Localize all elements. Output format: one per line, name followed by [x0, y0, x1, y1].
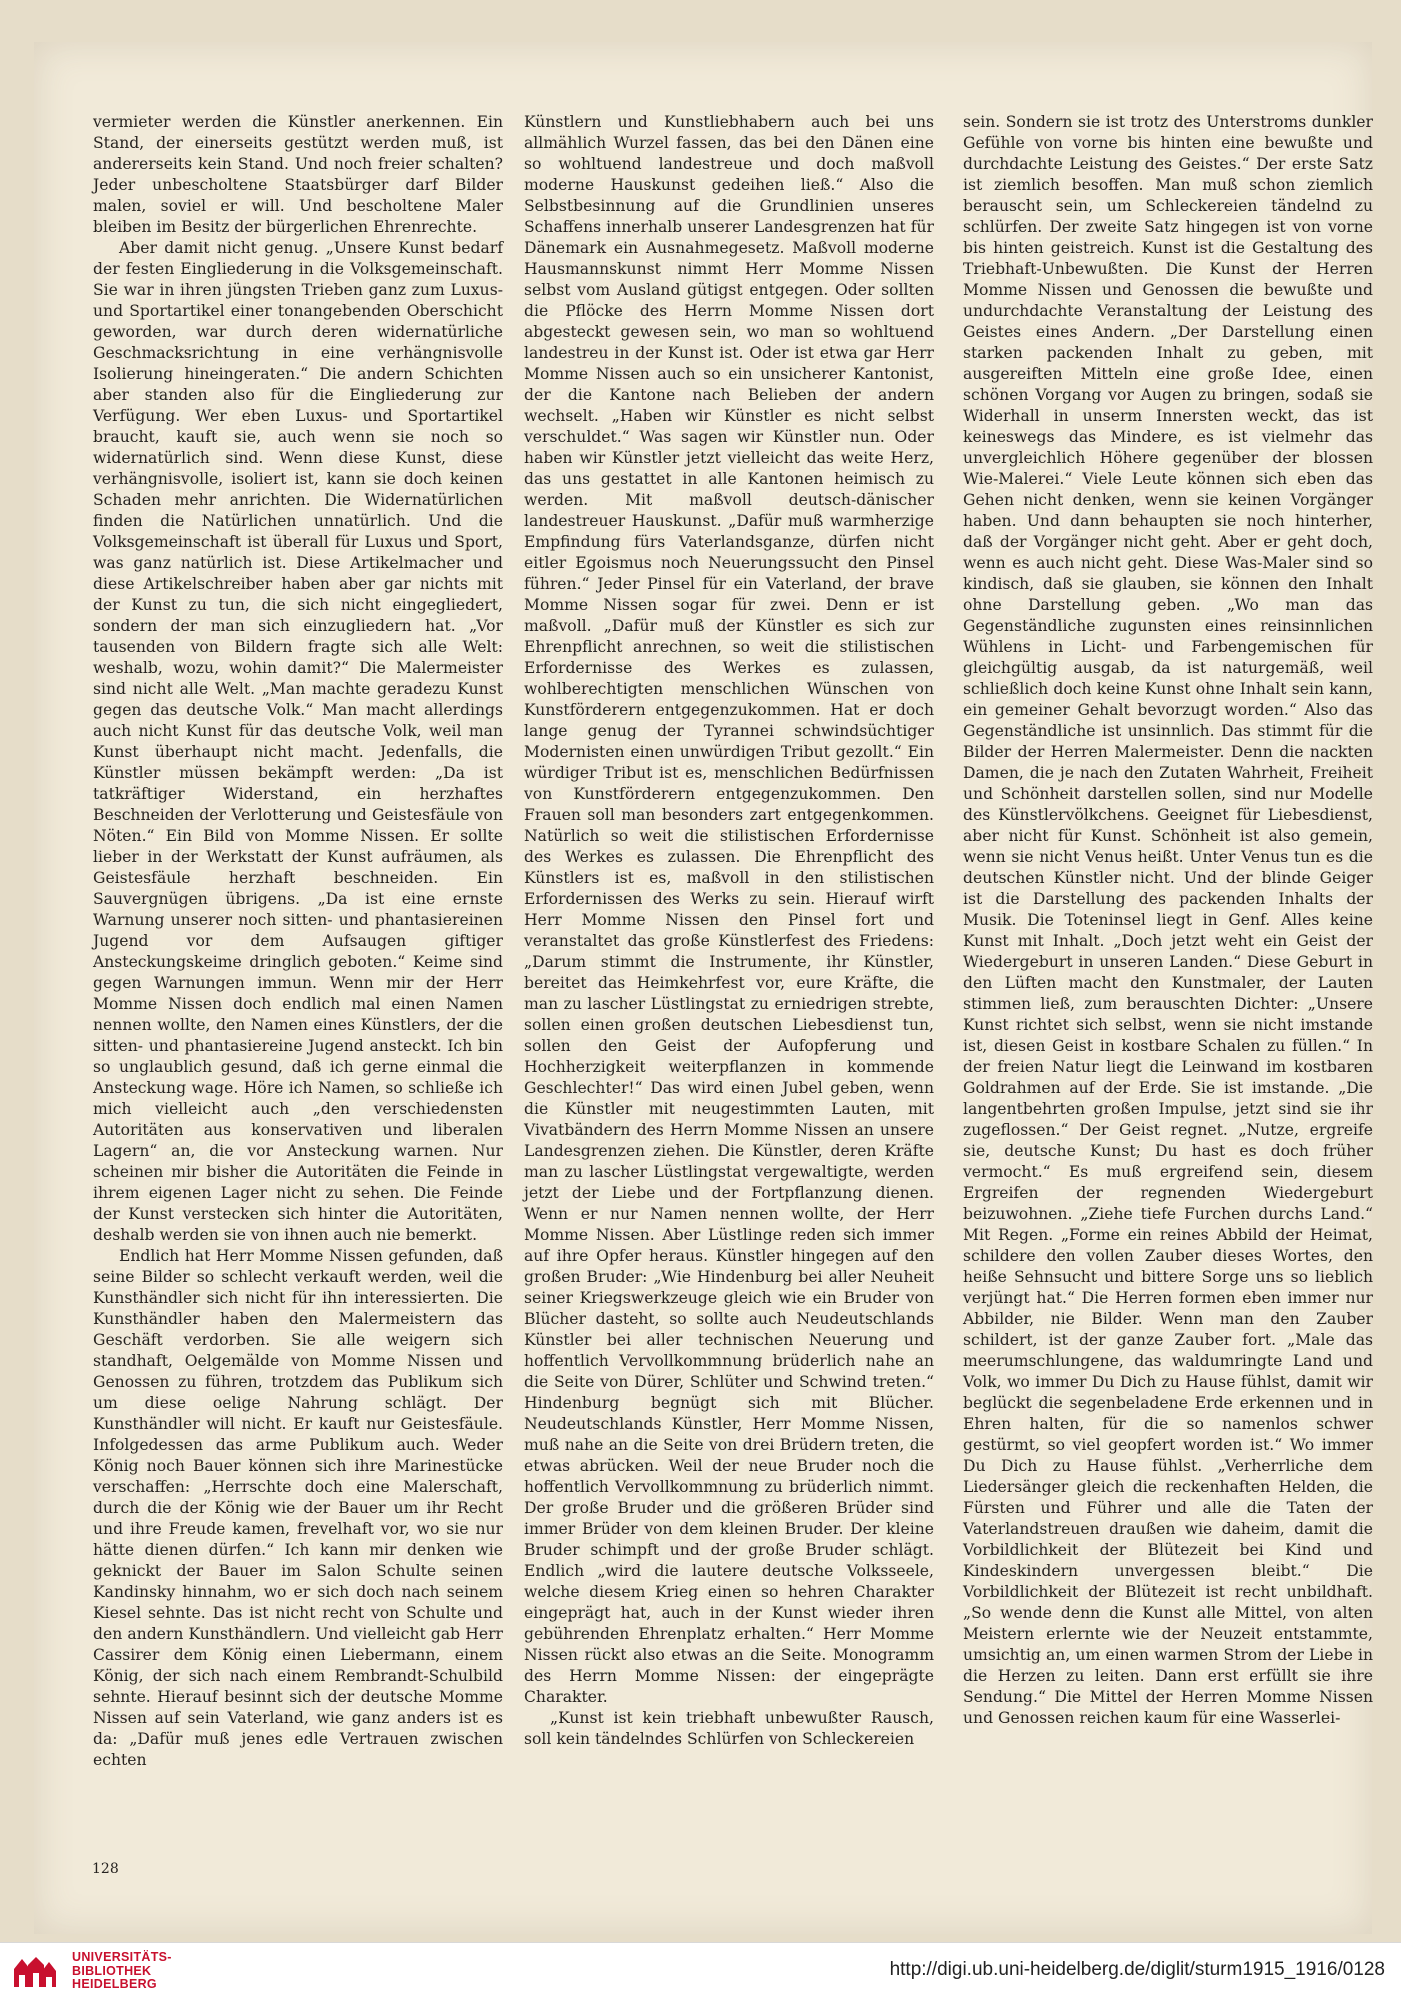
library-name-line-2: BIBLIOTHEK: [72, 1963, 152, 1978]
paragraph: sein. Sondern sie ist trotz des Unterstroms dunkler Gefühle von vorne bis hinten eine bewußte und durchdachte Leistung des Geistes.“ Der erste Satz ist ziemlich besoffen. Man muß schon ziemlich berauscht sein, um Schleckereien tändelnd zu schlürfen. Der zweite Satz hingegen ist von vorne bis hinten geistreich. Kunst ist die Gestaltung des Triebhaft-Unbewußten. Die Kunst der Herren Momme Nissen und Genossen die bewußte und undurchdachte Veranstaltung der Leistung des Geistes eines Andern. „Der Darstellung einen starken packenden Inhalt zu geben, mit ausgereiften Mitteln eine große Idee, einen schönen Vorgang vor Augen zu bringen, sodaß sie Widerhall in unserm Innersten weckt, das ist keineswegs das Mindere, es ist vielmehr das unvergleichlich Höhere gegenüber der blossen Wie-Malerei.“ Viele Leute können sich eben das Gehen nicht denken, wenn sie keinen Vorgänger haben. Und dann behaupten sie noch hinterher, daß der Vorgänger nicht geht. Aber er geht doch, wenn es auch nicht geht. Diese Was-Maler sind so kindisch, daß sie glauben, sie können den Inhalt ohne Darstellung geben. „Wo man das Gegenständliche zugunsten eines reinsinnlichen Wühlens in Licht- und Farbengemischen für gleichgültig ausgab, da ist naturgemäß, weil schließlich doch keine Kunst ohne Inhalt sein kann, ein gemeiner Gehalt bevorzugt worden.“ Also das Gegenständliche ist unsinnlich. Das stimmt für die Bilder der Herren Malermeister. Denn die nackten Damen, die je nach den Zutaten Wahrheit, Freiheit und Schönheit darstellen sollen, sind nur Modelle des Künstlervölkchens. Geeignet für Liebesdienst, aber nicht für Kunst. Schönheit ist also gemein, wenn sie nicht Venus heißt. Unter Venus tun es die deutschen Künstler nicht. Und der blinde Geiger ist die Darstellung des packenden Inhalts der Musik. Die Toteninsel liegt in Genf. Alles keine Kunst mit Inhalt. „Doch jetzt weht ein Geist der Wiedergeburt in unseren Landen.“ Diese Geburt in den Lüften macht den Kunstmaler, der Lauten stimmen ließ, zum berauschten Dichter: „Unsere Kunst richtet sich selbst, wenn sie nicht imstande ist, diesen Geist in kostbare Schalen zu füllen.“ In der freien Natur liegt die Leinwand im kostbaren Goldrahmen auf der Erde. Sie ist imstande. „Die langentbehrten großen Impulse, jetzt sind sie ihr zugeflossen.“ Der Geist regnet. „Nutze, ergreife sie, deutsche Kunst; Du hast es doch früher vermocht.“ Es muß ergreifend sein, diesem Ergreifen der regnenden Wiedergeburt beizuwohnen. „Ziehe tiefe Furchen durchs Land.“ Mit Regen. „Forme ein reines Abbild der Heimat, schildere den vollen Zauber dieses Wortes, den heiße Sehnsucht und bittere Sorge uns so lieblich verjüngt hat.“ Die Herren formen eben immer nur Abbilder, nie Bilder. Wenn man den Zauber schildert, ist der ganze Zauber fort. „Male das meerumschlungene, das waldumringte Land und Volk, wo immer Du Dich zu Hause fühlst, damit wir beglückt die segenbeladene Erde erkennen und in Ehren halten, für die so namenlos schwer gestürmt, so viel geopfert worden ist.“ Wo immer Du Dich zu Hause fühlst. „Verherrliche dem Liedersänger gleich die reckenhaften Helden, die Fürsten und Führer und alle die Taten der Vaterlandstreuen draußen wie daheim, damit die Vorbildlichkeit der Blütezeit bei Kind und Kindeskindern unvergessen bleibt.“ Die Vorbildlichkeit der Blütezeit ist recht unbildhaft. „So wende denn die Kunst alle Mittel, von alten Meistern erlernte wie der Neuzeit entstammte, umsichtig an, um einen warmen Strom der Liebe in die Herzen zu leiten. Dann erst erfüllt sie ihre Sendung.“ Die Mittel der Herren Momme Nissen und Genossen reichen kaum für eine Wasserlei-: [963, 113, 1373, 1727]
paragraph: „Kunst ist kein triebhaft unbewußter Rausch, soll kein tändelndes Schlürfen von Schleckereien: [524, 1709, 934, 1748]
page-number: 128: [92, 1861, 119, 1877]
library-name-line-1: UNIVERSITÄTS-: [72, 1950, 172, 1964]
paragraph: vermieter werden die Künstler anerkennen. Ein Stand, der einerseits gestützt werden muß, ist andererseits kein Stand. Und noch freier schalten? Jeder unbescholtene Staatsbürger darf Bilder malen, soviel er will. Und bescholtene Maler bleiben im Besitz der bürgerlichen Ehrenrechte.: [93, 113, 503, 236]
library-name-line-3: HEIDELBERG: [72, 1977, 157, 1991]
page-sheet: [34, 42, 1372, 1934]
text-column-3: [963, 112, 1373, 1729]
library-name[interactable]: [72, 1951, 172, 1992]
paragraph: Endlich hat Herr Momme Nissen gefunden, daß seine Bilder so schlecht verkauft werden, weil die Kunsthändler sich nicht für ihn interessierten. Die Kunsthändler haben den Malermeistern das Geschäft verdorben. Sie alle weigern sich standhaft, Oelgemälde von Momme Nissen und Genossen zu führen, trotzdem das Publikum sich um diese oelige Nahrung schlägt. Der Kunsthändler will nicht. Er kauft nur Geistesfäule. Infolgedessen das arme Publikum auch. Weder König noch Bauer können sich ihre Marinestücke verschaffen: „Herrschte doch eine Malerschaft, durch die der König wie der Bauer um ihr Recht und ihre Freude kamen, frevelhaft vor, wo sie nur hätte dienen dürfen.“ Ich kann mir denken wie geknickt der Bauer im Salon Schulte seinen Kandinsky hinnahm, wo er sich doch nach seinem Kiesel sehnte. Das ist nicht recht von Schulte und den andern Kunsthändlern. Und vielleicht gab Herr Cassirer dem König einen Liebermann, einem König, der sich nach einem Rembrandt-Schulbild sehnte. Hierauf besinnt sich der deutsche Momme Nissen auf sein Vaterland, wie ganz anders ist es da: „Dafür muß jenes edle Vertrauen zwischen echten: [93, 1247, 503, 1769]
text-column-1: [93, 112, 503, 1771]
permalink-url[interactable]: http://digi.ub.uni-heidelberg.de/diglit/sturm1915_1916/0128: [889, 1959, 1385, 1980]
university-library-logo-icon[interactable]: [10, 1953, 60, 1993]
paragraph: Aber damit nicht genug. „Unsere Kunst bedarf der festen Eingliederung in die Volksgemeinschaft. Sie war in ihren jüngsten Trieben ganz zum Luxus- und Sportartikel einer tonangebenden Oberschicht geworden, war durch deren widernatürliche Geschmacksrichtung in eine verhängnisvolle Isolierung hineingeraten.“ Die andern Schichten aber standen also für die Eingliederung zur Verfügung. Wer eben Luxus- und Sportartikel braucht, kauft sie, auch wenn sie noch so widernatürlich sind. Wenn diese Kunst, diese verhängnisvolle, isoliert ist, kann sie doch keinen Schaden mehr anrichten. Die Widernatürlichen finden die Natürlichen unnatürlich. Und die Volksgemeinschaft ist überall für Luxus und Sport, was ganz natürlich ist. Diese Artikelmacher und diese Artikelschreiber haben aber gar nichts mit der Kunst zu tun, die sich nicht eingegliedert, sondern der man sich einzugliedern hat. „Vor tausenden von Bildern fragte sich alle Welt: weshalb, wozu, wohin damit?“ Die Malermeister sind nicht alle Welt. „Man machte geradezu Kunst gegen das deutsche Volk.“ Man macht allerdings auch nicht Kunst für das deutsche Volk, weil man Kunst überhaupt nicht macht. Jedenfalls, die Künstler müssen bekämpft werden: „Da ist tatkräftiger Widerstand, ein herzhaftes Beschneiden der Verlotterung und Geistesfäule von Nöten.“ Ein Bild von Momme Nissen. Er sollte lieber in der Werkstatt der Kunst aufräumen, als Geistesfäule herzhaft beschneiden. Ein Sauvergnügen übrigens. „Da ist eine ernste Warnung unserer noch sitten- und phantasiereinen Jugend vor dem Aufsaugen giftiger Ansteckungskeime dringlich geboten.“ Keime sind gegen Warnungen immun. Wenn mir der Herr Momme Nissen doch endlich mal einen Namen nennen wollte, den Namen eines Künstlers, der die sitten- und phantasiereine Jugend ansteckt. Ich bin so unglaublich gesund, daß ich gerne einmal die Ansteckung wage. Höre ich Namen, so schließe ich mich vielleicht auch „den verschiedensten Autoritäten aus konservativen und liberalen Lagern“ an, die vor Ansteckung warnen. Nur scheinen mir bisher die Autoritäten die Feinde in ihrem eigenen Lager nicht zu sehen. Die Feinde der Kunst verstecken sich hinter die Autoritäten, deshalb werden sie von ihnen auch nie bemerkt.: [93, 239, 503, 1244]
paragraph: Künstlern und Kunstliebhabern auch bei uns allmählich Wurzel fassen, das bei den Dänen eine so wohltuend landestreue und doch maßvoll moderne Hauskunst gedeihen ließ.“ Also die Selbstbesinnung auf die Grundlinien unseres Schaffens innerhalb unserer Landesgrenzen hat für Dänemark ein Ausnahmegesetz. Maßvoll moderne Hausmannskunst nimmt Herr Momme Nissen selbst vom Ausland gütigst entgegen. Oder sollten die Pflöcke des Herrn Momme Nissen dort abgesteckt gewesen sein, wo man so wohltuend landestreu in der Kunst ist. Oder ist etwa gar Herr Momme Nissen auch so ein unsicherer Kantonist, der die Kantone nach Belieben der andern wechselt. „Haben wir Künstler es nicht selbst verschuldet.“ Was sagen wir Künstler nun. Oder haben wir Künstler jetzt vielleicht das weite Herz, das uns gestattet in alle Kantonen heimisch zu werden. Mit maßvoll deutsch-dänischer landestreuer Hauskunst. „Dafür muß warmherzige Empfindung fürs Vaterlandsganze, dürfen nicht eitler Egoismus noch Neuerungssucht den Pinsel führen.“ Jeder Pinsel für ein Vaterland, der brave Momme Nissen sogar für zwei. Denn er ist maßvoll. „Dafür muß der Künstler es sich zur Ehrenpflicht anrechnen, so weit die stilistischen Erfordernisse des Werkes es zulassen, wohlberechtigten menschlichen Wünschen von Kunstförderern entgegenzukommen. Hat er doch lange genug der Tyrannei schwindsüchtiger Modernisten einen unwürdigen Tribut gezollt.“ Ein würdiger Tribut ist es, menschlichen Bedürfnissen von Kunstförderern entgegenzukommen. Den Frauen soll man besonders zart entgegenkommen. Natürlich so weit die stilistischen Erfordernisse des Werkes es zulassen. Die Ehrenpflicht des Künstlers ist es, maßvoll in den stilistischen Erfordernissen des Werks zu sein. Hierauf wirft Herr Momme Nissen den Pinsel fort und veranstaltet das große Künstlerfest des Friedens: „Darum stimmt die Instrumente, ihr Künstler, bereitet das Heimkehrfest vor, eure Kräfte, die man zu lascher Lüstlingstat zu erniedrigen strebte, sollen einen großen deutschen Liebesdienst tun, sollen den Geist der Aufopferung und Hochherzigkeit weiterpflanzen in kommende Geschlechter!“ Das wird einen Jubel geben, wenn die Künstler mit neugestimmten Lauten, mit Vivatbändern des Herrn Momme Nissen an unsere Landesgrenzen ziehen. Die Künstler, deren Kräfte man zu lascher Lüstlingstat vergewaltigte, werden jetzt der Liebe und der Fortpflanzung dienen. Wenn er nur Namen nennen wollte, der Herr Momme Nissen. Aber Lüstlinge reden sich immer auf ihre Opfer heraus. Künstler hingegen auf den großen Bruder: „Wie Hindenburg bei aller Neuheit seiner Kriegswerkzeuge gleich wie ein Bruder von Blücher dasteht, so sollte auch Neudeutschlands Künstler bei aller technischen Neuerung und hoffentlich Vervollkommnung brüderlich nahe an die Seite von Dürer, Schlüter und Schwind treten.“ Hindenburg begnügt sich mit Blücher. Neudeutschlands Künstler, Herr Momme Nissen, muß nahe an die Seite von drei Brüdern treten, die etwas abrücken. Weil der neue Bruder noch die hoffentlich Vervollkommnung zu brüderlich nimmt. Der große Bruder und die größeren Brüder sind immer Brüder von dem kleinen Bruder. Der kleine Bruder schimpft und der große Bruder schlägt. Endlich „wird die lautere deutsche Volksseele, welche diesem Krieg einen so hehren Charakter eingeprägt hat, auch in der Kunst wieder ihren gebührenden Ehrenplatz erhalten.“ Herr Momme Nissen rückt also etwas an die Seite. Monogramm des Herrn Momme Nissen: der eingeprägte Charakter.: [524, 113, 934, 1706]
text-column-2: [524, 112, 934, 1750]
viewer-footer: [0, 1942, 1401, 1999]
